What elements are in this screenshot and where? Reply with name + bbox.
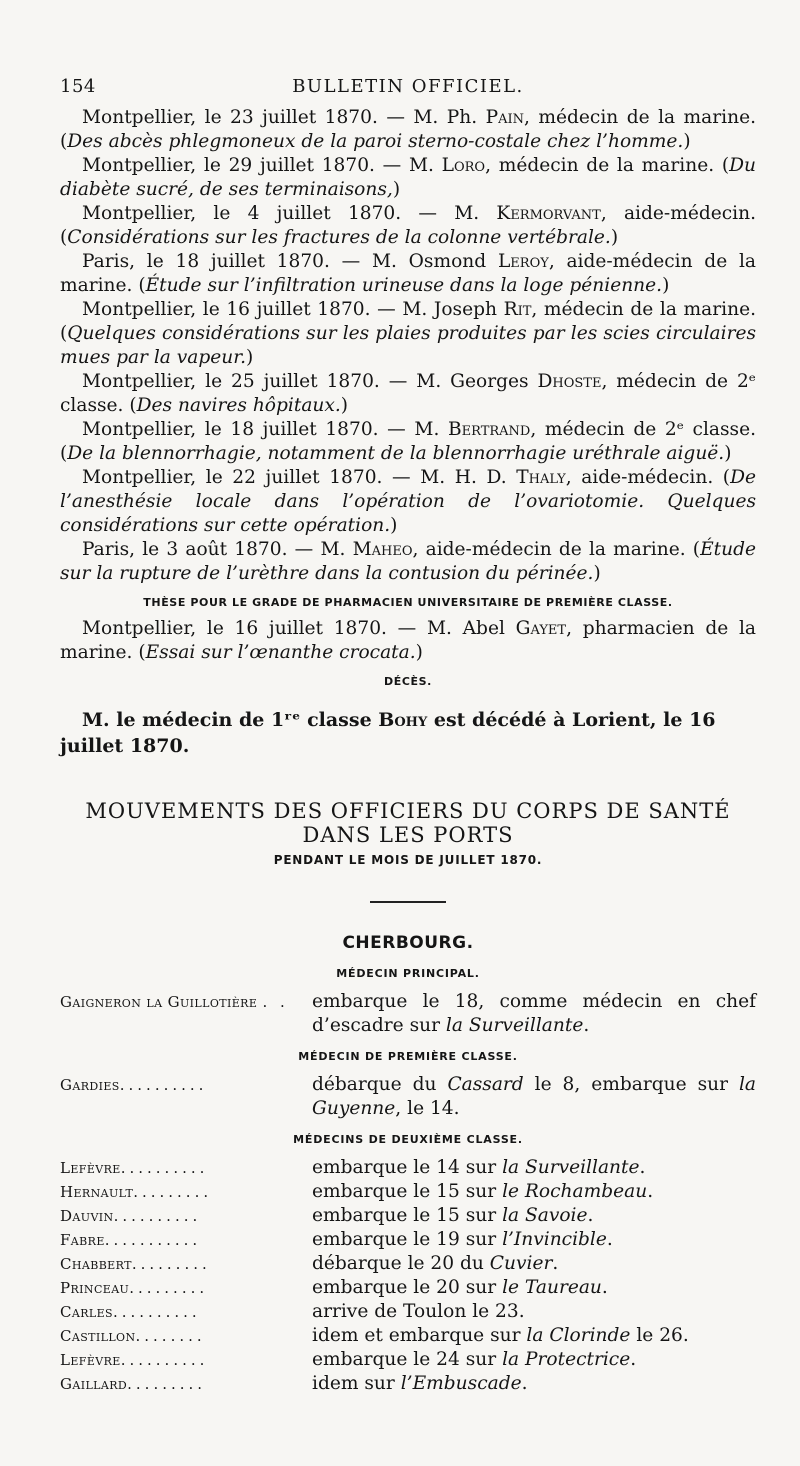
section-divider	[370, 901, 446, 903]
officer-name: Lefèvre	[60, 1351, 121, 1369]
movement-row: Lefèvre.......... embarque le 14 sur la Surveillante.	[60, 1156, 756, 1180]
movement-action: embarque le 24 sur la Protectrice.	[312, 1349, 637, 1370]
officer-name: Fabre	[60, 1231, 105, 1249]
page-number: 154	[60, 76, 96, 97]
movement-action: idem et embarque sur la Clorinde le 26.	[312, 1325, 689, 1346]
movement-action: débarque le 20 du Cuvier.	[312, 1253, 559, 1274]
movement-row: Fabre........... embarque le 19 sur l’Invincible.	[60, 1228, 756, 1252]
grade-heading: MÉDECIN PRINCIPAL.	[336, 967, 480, 980]
officer-name: Dauvin	[60, 1207, 114, 1225]
movements-subtitle: PENDANT LE MOIS DE JUILLET 1870.	[273, 853, 543, 867]
grade-group	[60, 1133, 756, 1396]
thesis-entry: Montpellier, le 16 juillet 1870. — M. Joseph Rit, médecin de la marine. (Quelques considérations sur les plaies produites par les scies circulaires mues par la vapeur.)	[60, 299, 756, 368]
thesis-entry: Paris, le 3 août 1870. — M. Maheo, aide-médecin de la marine. (Étude sur la rupture de l’urèthre dans la contusion du périnée.)	[60, 539, 756, 584]
movement-action: débarque du Cassard le 8, embarque sur la Guyenne, le 14.	[312, 1074, 756, 1119]
grade-group	[60, 1050, 756, 1121]
thesis-entry: Paris, le 18 juillet 1870. — M. Osmond Leroy, aide-médecin de la marine. (Étude sur l’infiltration urineuse dans la loge pénienne.)	[60, 251, 756, 296]
grade-heading: MÉDECINS DE DEUXIÈME CLASSE.	[293, 1133, 523, 1146]
movement-row: Hernault......... embarque le 15 sur le Rochambeau.	[60, 1180, 756, 1204]
death-entry: M. le médecin de 1ʳᵉ classe Bohy est décédé à Lorient, le 16 juillet 1870.	[60, 709, 716, 757]
movement-action: embarque le 14 sur la Surveillante.	[312, 1157, 646, 1178]
running-head	[60, 76, 756, 102]
officer-name: Hernault	[60, 1183, 134, 1201]
movement-row: Princeau......... embarque le 20 sur le Taureau.	[60, 1276, 756, 1300]
thesis-entry: Montpellier, le 25 juillet 1870. — M. Georges Dhoste, médecin de 2ᵉ classe. (Des navires hôpitaux.)	[60, 371, 756, 416]
grade-group	[60, 967, 756, 1038]
movement-row: Castillon........ idem et embarque sur la Clorinde le 26.	[60, 1324, 756, 1348]
movement-action: idem sur l’Embuscade.	[312, 1373, 528, 1394]
theses-list	[60, 106, 756, 586]
officer-name: Lefèvre	[60, 1159, 121, 1177]
movement-action: embarque le 19 sur l’Invincible.	[312, 1229, 613, 1250]
movement-action: embarque le 18, comme médecin en chef d’escadre sur la Surveillante.	[312, 991, 756, 1036]
officer-name: Gaigneron la Guillotière	[60, 993, 258, 1011]
grade-heading: MÉDECIN DE PREMIÈRE CLASSE.	[298, 1050, 518, 1063]
thesis-entry: Montpellier, le 4 juillet 1870. — M. Kermorvant, aide-médecin. (Considérations sur les fractures de la colonne vertébrale.)	[60, 203, 756, 248]
movement-row: Gaigneron la Guillotière . . embarque le 18, comme médecin en chef d’escadre sur la Surveillante.	[60, 991, 756, 1036]
movement-row: Carles.......... arrive de Toulon le 23.	[60, 1300, 756, 1324]
officer-name: Gardies	[60, 1076, 120, 1094]
port-heading: CHERBOURG.	[342, 933, 474, 953]
pharmacist-thesis-heading: THÈSE POUR LE GRADE DE PHARMACIEN UNIVERSITAIRE DE PREMIÈRE CLASSE.	[143, 596, 673, 609]
movement-row: Gaillard......... idem sur l’Embuscade.	[60, 1372, 756, 1396]
thesis-entry: Montpellier, le 29 juillet 1870. — M. Loro, médecin de la marine. (Du diabète sucré, de ses terminaisons,)	[60, 155, 756, 200]
pharmacist-thesis-entry: Montpellier, le 16 juillet 1870. — M. Abel Gayet, pharmacien de la marine. (Essai sur l’œnanthe crocata.)	[60, 618, 756, 663]
officer-name: Carles	[60, 1303, 113, 1321]
movement-action: embarque le 15 sur la Savoie.	[312, 1205, 594, 1226]
movement-action: arrive de Toulon le 23.	[312, 1301, 525, 1322]
thesis-entry: Montpellier, le 23 juillet 1870. — M. Ph. Pain, médecin de la marine. (Des abcès phlegmoneux de la paroi sterno-costale chez l’homme.)	[60, 107, 756, 152]
officer-name: Chabbert	[60, 1255, 132, 1273]
movements-title: MOUVEMENTS DES OFFICIERS DU CORPS DE SANTÉ DANS LES PORTS	[85, 799, 731, 847]
movement-row: Gardies.......... débarque du Cassard le 8, embarque sur la Guyenne, le 14.	[60, 1074, 756, 1119]
movement-row: Dauvin.......... embarque le 15 sur la Savoie.	[60, 1204, 756, 1228]
movement-action: embarque le 20 sur le Taureau.	[312, 1277, 608, 1298]
running-title: BULLETIN OFFICIEL.	[292, 76, 524, 97]
movement-action: embarque le 15 sur le Rochambeau.	[312, 1181, 654, 1202]
movement-row: Chabbert......... débarque le 20 du Cuvier.	[60, 1252, 756, 1276]
movement-row: Lefèvre.......... embarque le 24 sur la Protectrice.	[60, 1348, 756, 1372]
officer-name: Gaillard	[60, 1375, 128, 1393]
thesis-entry: Montpellier, le 22 juillet 1870. — M. H. D. Thaly, aide-médecin. (De l’anesthésie locale dans l’opération de l’ovariotomie. Quelques considérations sur cette opération.)	[60, 467, 756, 536]
officer-name: Princeau	[60, 1279, 130, 1297]
deaths-heading: DÉCÈS.	[384, 675, 432, 688]
thesis-entry: Montpellier, le 18 juillet 1870. — M. Bertrand, médecin de 2ᵉ classe. (De la blennorrhagie, notamment de la blennorrhagie uréthrale aiguë.)	[60, 419, 756, 464]
officer-name: Castillon	[60, 1327, 136, 1345]
